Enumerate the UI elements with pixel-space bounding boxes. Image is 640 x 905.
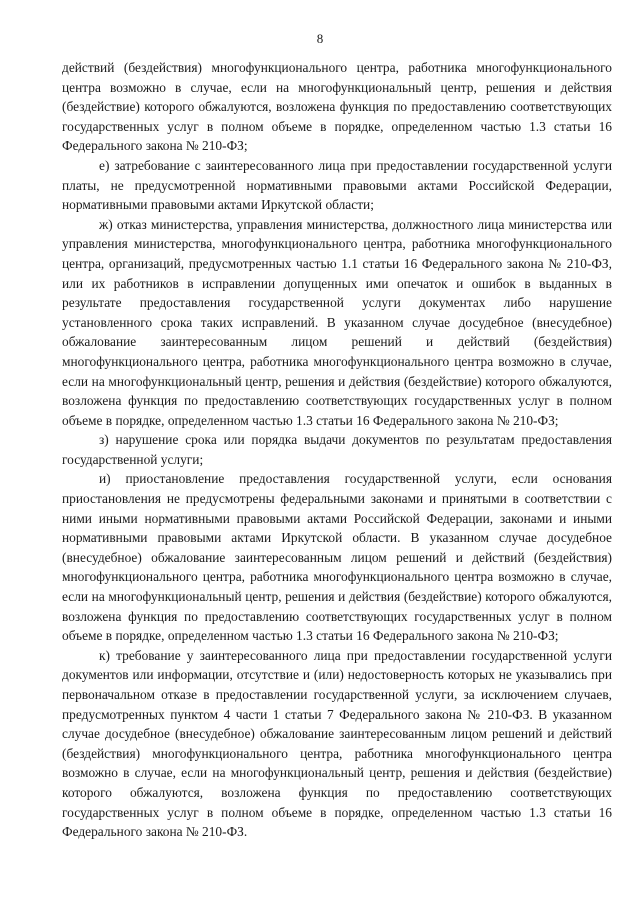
paragraph-item-zh: ж) отказ министерства, управления министерства, должностного лица министерства или управления министерства, многофункционального центра, работника многофункционального центра, организаций, предусмотренных частью 1.1 статьи 16 Федерального закона № 210-ФЗ, или их работников в исправлении допущенных ими опечаток и ошибок в выданных в результате предоставления государственной услуги документах либо нарушение установленного срока таких исправлений. В указанном случае досудебное (внесудебное) обжалование заинтересованным лицом решений и действий (бездействия) многофункционального центра, работника многофункционального центра возможно в случае, если на многофункциональный центр, решения и действия (бездействие) которого обжалуются, возложена функция по предоставлению соответствующих государственных услуг в полном объеме в порядке, определенном частью 1.3 статьи 16 Федерального закона № 210-ФЗ; [62, 216, 612, 428]
page-number: 8 [316, 31, 324, 46]
paragraph-item-k: к) требование у заинтересованного лица при предоставлении государственной услуги документов или информации, отсутствие и (или) недостоверность которых не указывались при первоначальном отказе в предоставлении государственной услуги, за исключением случаев, предусмотренных пунктом 4 части 1 статьи 7 Федерального закона № 210-ФЗ. В указанном случае досудебное (внесудебное) обжалование заинтересованным лицом решений и действий (бездействия) многофункционального центра, работника многофункционального центра возможно в случае, если на многофункциональный центр, решения и действия (бездействие) которого обжалуются, возложена функция по предоставлению соответствующих государственных услуг в полном объеме в порядке, определенном частью 1.3 статьи 16 Федерального закона № 210-ФЗ. [62, 647, 612, 840]
document-body [62, 58, 612, 842]
paragraph-item-i: и) приостановление предоставления государственной услуги, если основания приостановления не предусмотрены федеральными законами и принятыми в соответствии с ними иными нормативными правовыми актами Российской Федерации, законами и иными нормативными правовыми актами Иркутской области. В указанном случае досудебное (внесудебное) обжалование заинтересованным лицом решений и действий (бездействия) многофункционального центра, работника многофункционального центра возможно в случае, если на многофункциональный центр, решения и действия (бездействие) которого обжалуются, возложена функция по предоставлению соответствующих государственных услуг в полном объеме в порядке, определенном частью 1.3 статьи 16 Федерального закона № 210-ФЗ; [62, 471, 612, 644]
paragraph-continuation: действий (бездействия) многофункционального центра, работника многофункционального центра возможно в случае, если на многофункциональный центр, решения и действия (бездействие) которого обжалуются, возложена функция по предоставлению соответствующих государственных услуг в полном объеме в порядке, определенном частью 1.3 статьи 16 Федерального закона № 210-ФЗ; [62, 60, 612, 154]
paragraph-item-z: з) нарушение срока или порядка выдачи документов по результатам предоставления государственной услуги; [62, 432, 612, 467]
paragraph-item-e: е) затребование с заинтересованного лица при предоставлении государственной услуги платы, не предусмотренной нормативными правовыми актами Российской Федерации, нормативными правовыми актами Иркутской области; [62, 157, 612, 213]
